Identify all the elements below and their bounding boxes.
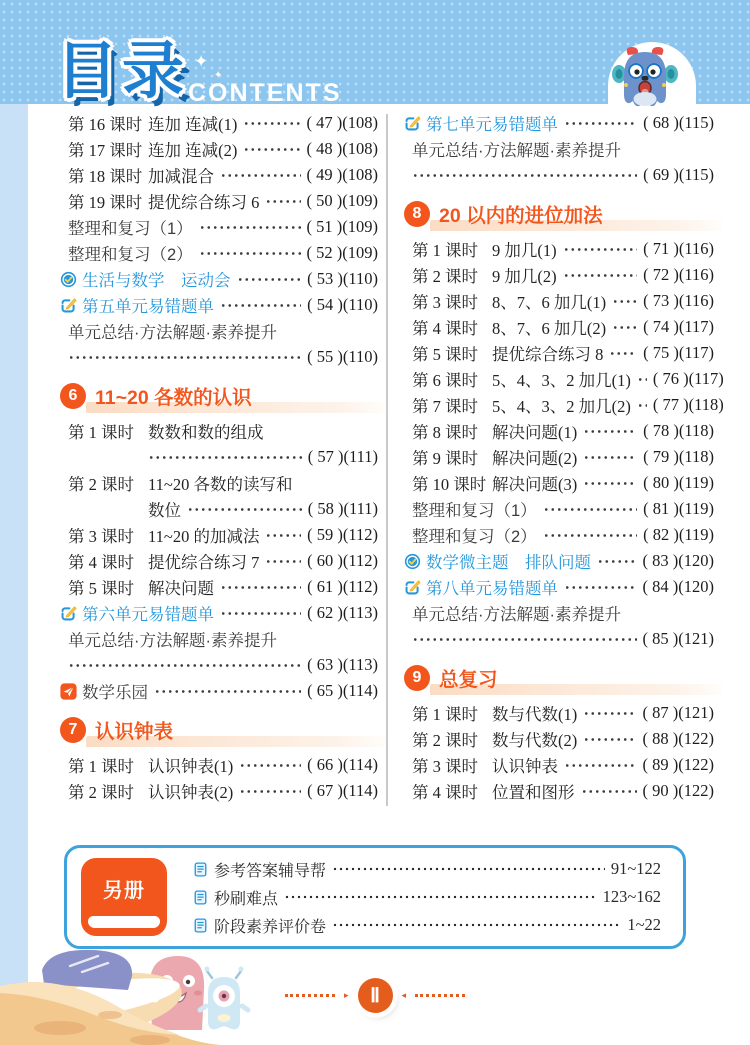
lesson-number: 第 2 课时 xyxy=(412,731,478,750)
feature-title: 生活与数学 运动会 xyxy=(82,272,231,290)
page-numbers: ( 68 )(115) xyxy=(643,113,714,132)
page-numbers: ( 89 )(122) xyxy=(642,755,714,774)
page-numbers: ( 48 )(108) xyxy=(306,139,378,158)
feature-title: 数学乐园 xyxy=(82,684,148,702)
feature-title: 第七单元易错题单 xyxy=(426,116,558,134)
toc-row xyxy=(60,240,378,266)
lesson-title: 连加 连减(1) xyxy=(148,115,238,134)
page-numbers: ( 77 )(118) xyxy=(652,395,724,414)
page-numbers: ( 60 )(112) xyxy=(307,551,378,570)
lesson-number: 第 1 课时 xyxy=(68,757,134,776)
toc-row xyxy=(60,418,378,444)
book-icon xyxy=(193,862,208,877)
dotted-leader xyxy=(583,711,636,716)
lesson-number: 第 4 课时 xyxy=(412,319,478,338)
lesson-title: 11~20 的加减法 xyxy=(148,527,260,546)
toc-row xyxy=(404,340,714,366)
page-number: Ⅱ xyxy=(358,978,393,1013)
feature-title: 第五单元易错题单 xyxy=(82,298,214,316)
lesson-number: 第 2 课时 xyxy=(68,475,134,494)
lesson-number: 第 10 课时 xyxy=(412,475,487,494)
lesson-title: 认识钟表 xyxy=(492,757,558,776)
section-number-badge: 6 xyxy=(60,383,86,409)
booklet-item-label: 阶段素养评价卷 xyxy=(214,918,327,936)
page-numbers: ( 76 )(117) xyxy=(652,369,724,388)
dotted-leader xyxy=(199,225,301,230)
page-numbers: ( 63 )(113) xyxy=(307,655,378,674)
page-numbers: ( 62 )(113) xyxy=(307,603,378,622)
dotted-leader xyxy=(332,923,621,927)
toc-row xyxy=(60,626,378,652)
lesson-number: 第 1 课时 xyxy=(412,705,478,724)
page-numbers: ( 79 )(118) xyxy=(643,447,714,466)
toc-row xyxy=(404,110,714,136)
lesson-title: 5、4、3、2 加几(1) xyxy=(492,371,631,390)
dotted-leader xyxy=(243,147,300,152)
toc-row xyxy=(404,162,714,188)
lesson-number: 第 1 课时 xyxy=(68,423,134,442)
toc-row xyxy=(60,214,378,240)
lesson-title: 解决问题 xyxy=(148,579,214,598)
dotted-leader xyxy=(154,689,301,694)
toc-row xyxy=(60,162,378,188)
lesson-title: 数与代数(1) xyxy=(492,705,578,724)
dotted-leader xyxy=(220,585,301,590)
page-numbers: ( 69 )(115) xyxy=(643,165,714,184)
lesson-number: 第 6 课时 xyxy=(412,371,478,390)
dotted-leader xyxy=(637,403,647,408)
dotted-leader xyxy=(237,277,302,282)
toc-row xyxy=(404,726,714,752)
section-title: 总复习 xyxy=(439,669,498,691)
lesson-title: 认识钟表(1) xyxy=(148,757,234,776)
toc-row xyxy=(404,366,724,392)
compass-icon xyxy=(404,553,421,570)
dotted-leader xyxy=(284,895,597,899)
dotted-leader xyxy=(597,559,637,564)
lesson-title: 解决问题(3) xyxy=(492,475,578,494)
page-numbers: ( 65 )(114) xyxy=(307,681,378,700)
toc-row xyxy=(404,626,714,652)
toc-row xyxy=(60,470,378,496)
pencil-note-icon xyxy=(404,579,421,596)
pencil-note-icon xyxy=(404,115,421,132)
toc-column-right xyxy=(404,110,724,804)
page-numbers: ( 52 )(109) xyxy=(306,243,378,262)
toc-column-left xyxy=(60,110,378,804)
page-numbers: ( 83 )(120) xyxy=(642,551,714,570)
toc-row xyxy=(404,574,714,600)
toc-row xyxy=(60,652,378,678)
page-number-marker xyxy=(0,978,750,1013)
section-number-badge: 9 xyxy=(404,665,430,691)
lesson-title: 解决问题(2) xyxy=(492,449,578,468)
lesson-number: 第 9 课时 xyxy=(412,449,478,468)
dotted-leader xyxy=(583,429,637,434)
dotted-leader xyxy=(187,507,302,512)
toc-row xyxy=(60,678,378,704)
toc-row xyxy=(60,752,378,778)
toc-row xyxy=(60,600,378,626)
pencil-note-icon xyxy=(60,297,77,314)
lesson-number: 第 1 课时 xyxy=(412,241,478,260)
section-title: 认识钟表 xyxy=(95,721,174,743)
section-title: 20 以内的进位加法 xyxy=(439,205,603,227)
lesson-title: 11~20 各数的读写和 xyxy=(148,475,293,494)
lesson-title: 提优综合练习 8 xyxy=(492,345,604,364)
section-heading xyxy=(404,198,714,230)
page-numbers: ( 59 )(112) xyxy=(307,525,378,544)
lesson-number: 第 7 课时 xyxy=(412,397,478,416)
toc-row xyxy=(404,496,714,522)
dotted-leader xyxy=(412,173,637,178)
toc-row xyxy=(60,110,378,136)
page-numbers: ( 51 )(109) xyxy=(306,217,378,236)
compass-icon xyxy=(60,271,77,288)
lesson-number: 第 5 课时 xyxy=(412,345,478,364)
booklet-book-icon xyxy=(81,858,167,936)
toc-row xyxy=(60,266,378,292)
lesson-number: 第 3 课时 xyxy=(68,527,134,546)
page-numbers: ( 47 )(108) xyxy=(306,113,378,132)
toc-row xyxy=(60,318,378,344)
sparkle-icon: ✦ xyxy=(214,70,223,81)
page-numbers: ( 55 )(110) xyxy=(307,347,378,366)
lesson-title: 9 加几(1) xyxy=(492,241,557,260)
review-label: 整理和复习（1） xyxy=(68,220,193,238)
section-number-badge: 8 xyxy=(404,201,430,227)
toc-row xyxy=(60,548,378,574)
book-icon xyxy=(193,918,208,933)
summary-label: 单元总结·方法解题·素养提升 xyxy=(68,324,277,342)
booklet-row xyxy=(193,887,661,907)
summary-label: 单元总结·方法解题·素养提升 xyxy=(68,632,277,650)
page-numbers: ( 74 )(117) xyxy=(643,317,714,336)
triangle-icon: ▸ xyxy=(343,990,349,1000)
lesson-title: 提优综合练习 6 xyxy=(148,193,260,212)
lesson-number: 第 8 课时 xyxy=(412,423,478,442)
dotted-leader xyxy=(609,351,637,356)
triangle-icon: ◂ xyxy=(401,990,407,1000)
booklet-box xyxy=(64,845,686,949)
dotted-leader xyxy=(637,377,647,382)
lesson-number: 第 3 课时 xyxy=(412,293,478,312)
page-numbers: ( 75 )(117) xyxy=(643,343,714,362)
lesson-title: 加减混合 xyxy=(148,167,214,186)
page-numbers: ( 73 )(116) xyxy=(643,291,714,310)
dotted-leader xyxy=(583,481,637,486)
review-label: 整理和复习（1） xyxy=(412,502,537,520)
toc-row xyxy=(60,292,378,318)
dotted-leader xyxy=(612,325,637,330)
review-label: 整理和复习（2） xyxy=(68,246,193,264)
booklet-page-range: 1~22 xyxy=(627,915,661,934)
toc-row xyxy=(60,188,378,214)
toc-row xyxy=(404,314,714,340)
dotted-leader xyxy=(563,273,638,278)
sparkle-icon: ✦ xyxy=(194,52,209,71)
toc-row xyxy=(404,418,714,444)
section-number-badge: 7 xyxy=(60,717,86,743)
page-numbers: ( 78 )(118) xyxy=(643,421,714,440)
dotted-leader xyxy=(220,303,301,308)
lesson-title: 5、4、3、2 加几(2) xyxy=(492,397,631,416)
dotted-leader xyxy=(583,455,637,460)
toc-row xyxy=(404,600,714,626)
section-heading xyxy=(404,662,714,694)
page-numbers: ( 66 )(114) xyxy=(307,755,378,774)
toc-row xyxy=(404,470,714,496)
lesson-number: 第 5 课时 xyxy=(68,579,134,598)
booklet-page-range: 123~162 xyxy=(602,887,661,906)
page-numbers: ( 49 )(108) xyxy=(306,165,378,184)
lesson-title-continued: 数位 xyxy=(148,501,181,520)
dotted-leader xyxy=(564,585,637,590)
page-numbers: ( 90 )(122) xyxy=(642,781,714,800)
booklet-row xyxy=(193,859,661,879)
page-numbers: ( 82 )(119) xyxy=(643,525,714,544)
lesson-number: 第 16 课时 xyxy=(68,115,143,134)
pencil-note-icon xyxy=(60,605,77,622)
toc-row xyxy=(404,548,714,574)
summary-label: 单元总结·方法解题·素养提升 xyxy=(412,606,621,624)
lesson-title: 8、7、6 加几(1) xyxy=(492,293,607,312)
dotted-leader xyxy=(564,763,637,768)
page-header xyxy=(56,34,376,114)
dotted-leader xyxy=(220,173,301,178)
dotted-leader xyxy=(239,763,301,768)
page-numbers: ( 87 )(121) xyxy=(642,703,714,722)
monster-mascot xyxy=(612,46,678,110)
dotted-leader xyxy=(265,533,301,538)
lesson-title: 数数和数的组成 xyxy=(148,423,264,442)
page-numbers: ( 54 )(110) xyxy=(307,295,378,314)
paper-plane-icon xyxy=(60,683,77,700)
booklet-item-label: 参考答案辅导帮 xyxy=(214,862,327,880)
section-heading xyxy=(60,714,378,746)
toc-row xyxy=(404,392,724,418)
lesson-number: 第 18 课时 xyxy=(68,167,143,186)
dotted-leader xyxy=(543,507,637,512)
page-numbers: ( 58 )(111) xyxy=(307,499,378,518)
toc-row xyxy=(60,444,378,470)
page-numbers: ( 67 )(114) xyxy=(307,781,378,800)
page-numbers: ( 72 )(116) xyxy=(643,265,714,284)
dotted-leader xyxy=(265,559,301,564)
lesson-number: 第 17 课时 xyxy=(68,141,143,160)
dotted-leader xyxy=(412,637,637,642)
booklet-rows xyxy=(193,859,661,935)
dotted-leader xyxy=(543,533,637,538)
booklet-row xyxy=(193,915,661,935)
toc-row xyxy=(404,752,714,778)
dotted-leader xyxy=(239,789,301,794)
dotted-rule-left xyxy=(285,994,335,997)
toc-row xyxy=(60,574,378,600)
toc-row xyxy=(404,522,714,548)
booklet-tab-label: 另册 xyxy=(103,880,145,902)
dotted-leader xyxy=(220,611,301,616)
toc-row xyxy=(60,496,378,522)
dotted-leader xyxy=(332,867,605,871)
lesson-title: 数与代数(2) xyxy=(492,731,578,750)
page-numbers: ( 85 )(121) xyxy=(642,629,714,648)
lesson-number: 第 19 课时 xyxy=(68,193,143,212)
toc-row xyxy=(404,778,714,804)
toc-row xyxy=(404,444,714,470)
page-left-margin xyxy=(0,104,28,1045)
page-numbers: ( 71 )(116) xyxy=(643,239,714,258)
dotted-leader xyxy=(243,121,300,126)
dotted-leader xyxy=(265,199,300,204)
toc-row xyxy=(404,262,714,288)
feature-title: 数学微主题 排队问题 xyxy=(426,554,591,572)
toc-row xyxy=(60,778,378,804)
lesson-number: 第 4 课时 xyxy=(68,553,134,572)
toc-row xyxy=(404,700,714,726)
toc-row xyxy=(404,136,714,162)
dotted-leader xyxy=(563,247,638,252)
dotted-leader xyxy=(148,455,302,460)
toc-row xyxy=(60,522,378,548)
booklet-item-label: 秒刷难点 xyxy=(214,890,279,908)
dotted-leader xyxy=(564,121,637,126)
toc-row xyxy=(60,344,378,370)
lesson-title: 认识钟表(2) xyxy=(148,783,234,802)
toc-row xyxy=(404,288,714,314)
lesson-title: 提优综合练习 7 xyxy=(148,553,260,572)
review-label: 整理和复习（2） xyxy=(412,528,537,546)
column-divider xyxy=(386,114,388,806)
page-numbers: ( 61 )(112) xyxy=(307,577,378,596)
dotted-leader xyxy=(581,789,637,794)
lesson-number: 第 2 课时 xyxy=(68,783,134,802)
toc-row xyxy=(60,136,378,162)
page-numbers: ( 84 )(120) xyxy=(642,577,714,596)
booklet-page-range: 91~122 xyxy=(610,859,661,878)
feature-title: 第八单元易错题单 xyxy=(426,580,558,598)
page-numbers: ( 53 )(110) xyxy=(307,269,378,288)
lesson-number: 第 4 课时 xyxy=(412,783,478,802)
dotted-rule-right xyxy=(415,994,465,997)
lesson-title: 位置和图形 xyxy=(492,783,575,802)
section-title: 11~20 各数的认识 xyxy=(95,387,252,409)
dotted-leader xyxy=(68,355,301,360)
page-numbers: ( 80 )(119) xyxy=(643,473,714,492)
toc-row xyxy=(404,236,714,262)
page-numbers: ( 50 )(109) xyxy=(306,191,378,210)
page-numbers: ( 57 )(111) xyxy=(307,447,378,466)
dotted-leader xyxy=(612,299,637,304)
book-icon xyxy=(193,890,208,905)
section-heading xyxy=(60,380,378,412)
lesson-number: 第 2 课时 xyxy=(412,267,478,286)
lesson-title: 9 加几(2) xyxy=(492,267,557,286)
feature-title: 第六单元易错题单 xyxy=(82,606,214,624)
page-title: 目录 xyxy=(56,37,189,106)
dotted-leader xyxy=(68,663,301,668)
lesson-title: 8、7、6 加几(2) xyxy=(492,319,607,338)
lesson-number: 第 3 课时 xyxy=(412,757,478,776)
page-subtitle: CONTENTS xyxy=(188,79,342,107)
summary-label: 单元总结·方法解题·素养提升 xyxy=(412,142,621,160)
page-numbers: ( 88 )(122) xyxy=(642,729,714,748)
lesson-title: 解决问题(1) xyxy=(492,423,578,442)
lesson-title: 连加 连减(2) xyxy=(148,141,238,160)
dotted-leader xyxy=(583,737,636,742)
page-numbers: ( 81 )(119) xyxy=(643,499,714,518)
dotted-leader xyxy=(199,251,301,256)
